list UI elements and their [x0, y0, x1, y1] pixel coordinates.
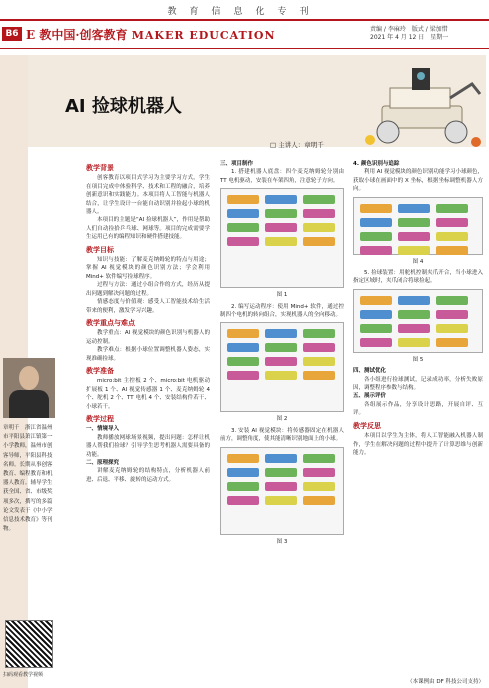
column-3 — [353, 160, 483, 457]
code-block — [398, 310, 430, 319]
paragraph: 讲解麦克纳姆轮的结构特点，分析机器人前进、后退、平移、旋转的运动方式。 — [86, 468, 210, 483]
figure-caption: 图 3 — [276, 538, 288, 545]
code-block — [360, 218, 392, 227]
code-block — [360, 232, 392, 241]
code-block — [265, 223, 297, 232]
code-block — [398, 246, 430, 255]
code-block — [303, 209, 335, 218]
section-heading: 教学过程 — [86, 414, 114, 423]
footer-note: （本课例由 DF 科技公司支持） — [407, 679, 484, 685]
qr-code[interactable] — [5, 620, 53, 668]
code-block — [227, 357, 259, 366]
article-title: AI 捡球机器人 — [65, 96, 182, 117]
host-credit: □ 主讲人：章明千 — [270, 141, 324, 149]
code-block — [360, 338, 392, 347]
figure-image — [220, 447, 344, 535]
masthead — [0, 24, 489, 48]
paragraph: 本项目的主题是“AI 捡球机器人”，作用是帮助人们自动捡拾乒乓球、网球等。项目的完成需要学生运用已有的编程知识和硬件搭建技能。 — [86, 217, 210, 241]
figure-image — [353, 289, 483, 353]
figure-caption: 图 2 — [276, 416, 288, 423]
section-heading: 教学背景 — [86, 164, 114, 172]
robot-illustration — [360, 48, 486, 152]
code-block — [360, 324, 392, 333]
code-block — [265, 454, 297, 463]
figure-image — [353, 197, 483, 255]
code-block — [398, 324, 430, 333]
code-block — [360, 296, 392, 305]
code-block — [265, 237, 297, 246]
subheading: 4. 颜色识别与追踪 — [353, 161, 400, 167]
code-block — [303, 237, 335, 246]
code-block — [360, 204, 392, 213]
editor-line: 责编 / 李麻玲 版式 / 梁加惜 — [370, 26, 448, 33]
code-block — [398, 232, 430, 241]
code-block — [265, 371, 297, 380]
code-block — [265, 209, 297, 218]
paper-name-en: MAKER EDUCATION — [131, 29, 276, 42]
code-block — [227, 223, 259, 232]
code-block — [303, 468, 335, 477]
code-block — [360, 310, 392, 319]
figure-image — [220, 188, 344, 288]
qr-caption: 扫码观看教学视频 — [3, 672, 44, 678]
figure-caption: 图 4 — [412, 258, 424, 265]
section-heading: 教学重点与难点 — [86, 318, 135, 327]
author-photo — [3, 358, 55, 418]
subheading: 一、情境导入 — [86, 426, 120, 433]
code-block — [436, 232, 468, 241]
paragraph: 创客教育以项目式学习为主要学习方式，学生在项目完成中体验科学、技术和工程的融合，培养创新意识和实践能力。本项目将人工智能与机器人结合，让学生设计一台能自动识别并捡起小球的机器人。 — [86, 175, 210, 216]
code-block — [265, 482, 297, 491]
code-block — [436, 296, 468, 305]
paper-name-cn: E 教中国 — [26, 28, 76, 42]
paragraph: 情感态度与价值观：感受人工智能技术给生活带来的便利，激发学习兴趣。 — [86, 299, 210, 314]
code-block — [398, 204, 430, 213]
section-heading: 教学目标 — [86, 245, 114, 254]
code-block — [227, 468, 259, 477]
paper-name — [26, 26, 276, 43]
code-block — [360, 246, 392, 255]
column-2 — [220, 160, 344, 549]
paragraph: 各小组进行捡球测试，记录成功率，分析失败原因，调整程序参数与结构。 — [353, 376, 483, 392]
code-block — [265, 343, 297, 352]
paragraph: 5. 捡球装置：用舵机控制夹爪开合，当小球进入指定区域时，夹爪闭合将球捡起。 — [353, 270, 483, 285]
code-block — [303, 454, 335, 463]
code-block — [436, 310, 468, 319]
paragraph: 过程与方法：通过小组合作的方式，经历从提出问题到解决问题的过程。 — [86, 282, 210, 297]
code-block — [265, 496, 297, 505]
code-block — [303, 371, 335, 380]
code-block — [398, 338, 430, 347]
author-bio: 章明千 浙江省温州市平阳县萧江镇第一小学教师，温州市创客导师，平阳县科技名师。长期从事创客教育、编程教育和机器人教育。辅导学生获全国、省、市级奖项多次，撰写的多篇论文发表于《中小学信息技术教育》等刊物。 — [3, 425, 53, 533]
code-block — [265, 195, 297, 204]
paragraph: 教学难点：根据小球位置调整机器人姿态，实现准确捡球。 — [86, 347, 210, 362]
paper-subtitle: ·创客教育 — [75, 28, 128, 42]
code-block — [303, 195, 335, 204]
code-block — [303, 329, 335, 338]
paragraph: 3. 安装 AI 视觉模块：将传感器固定在机器人前方，调整角度，使其能清晰识别地面上的小球。 — [220, 427, 344, 443]
code-block — [227, 371, 259, 380]
code-block — [436, 338, 468, 347]
code-block — [303, 343, 335, 352]
figure-caption: 图 1 — [276, 292, 288, 299]
paragraph: 各组展示作品，分享设计思路，开展自评、互评。 — [353, 401, 483, 417]
code-block — [265, 357, 297, 366]
code-block — [227, 237, 259, 246]
figure-image — [220, 322, 344, 412]
paragraph: 知识与技能：了解麦克纳姆轮的特点与用途；掌握 AI 视觉模块的颜色识别方法；学会利用 Mind+ 软件编写捡球程序。 — [86, 257, 210, 280]
code-block — [265, 468, 297, 477]
subheading: 四、测试优化 — [353, 368, 387, 375]
date-line: 2021 年 4 月 12 日 星期一 — [370, 34, 449, 41]
code-block — [436, 324, 468, 333]
code-block — [303, 496, 335, 505]
code-block — [398, 296, 430, 305]
section-heading: 教学准备 — [86, 366, 114, 375]
figure-caption: 图 5 — [412, 356, 424, 363]
code-block — [398, 218, 430, 227]
paragraph: 1. 搭建机器人底盘：四个麦克纳姆轮分别由 TT 电机驱动，安装在车架四角，注意轮子方向。 — [220, 169, 344, 184]
code-block — [436, 204, 468, 213]
paragraph: 教学重点：AI 视觉模块的颜色识别与机器人的运动控制。 — [86, 330, 210, 345]
code-block — [227, 343, 259, 352]
paragraph: 2. 编写运动程序：使用 Mind+ 软件，通过控制四个电机的转向组合，实现机器人的全向移动。 — [220, 303, 344, 319]
code-block — [227, 329, 259, 338]
code-block — [303, 357, 335, 366]
code-block — [265, 329, 297, 338]
top-slogan: 教育信息化专刊 — [0, 0, 489, 18]
code-block — [227, 482, 259, 491]
red-rule — [0, 19, 489, 21]
code-block — [227, 195, 259, 204]
code-block — [227, 454, 259, 463]
paragraph: 本项目以学生为主体，将人工智能融入机器人制作，学生在解决问题的过程中提升了计算思维与创新能力。 — [353, 433, 483, 456]
paragraph: 教师播放网球场景视频，提出问题：怎样让机器人帮我们捡球？引导学生思考机器人需要具备的功能。 — [86, 434, 210, 458]
code-block — [227, 496, 259, 505]
paragraph: micro:bit 主控板 2 个、micro:bit 电机驱动扩展板 1 个、AI 视觉传感器 1 个、麦克纳姆轮 4 个、舵机 2 个、TT 电机 4 个、安装结构件若干、小球若干。 — [86, 378, 210, 410]
column-1 — [86, 160, 210, 484]
code-block — [436, 218, 468, 227]
code-block — [436, 246, 468, 255]
subheading: 三、项目制作 — [220, 161, 254, 167]
issue-meta — [370, 26, 448, 42]
code-block — [303, 482, 335, 491]
page-number: B6 — [2, 27, 22, 41]
subheading: 五、展示评价 — [353, 393, 387, 400]
section-heading: 教学反思 — [353, 421, 381, 430]
code-block — [303, 223, 335, 232]
code-block — [227, 209, 259, 218]
paragraph: 利用 AI 视觉模块的颜色识别功能学习小球颜色，获取小球在画面中的 X 坐标，根据坐标调整机器人方向。 — [353, 169, 483, 193]
subheading: 二、原理探究 — [86, 460, 120, 466]
